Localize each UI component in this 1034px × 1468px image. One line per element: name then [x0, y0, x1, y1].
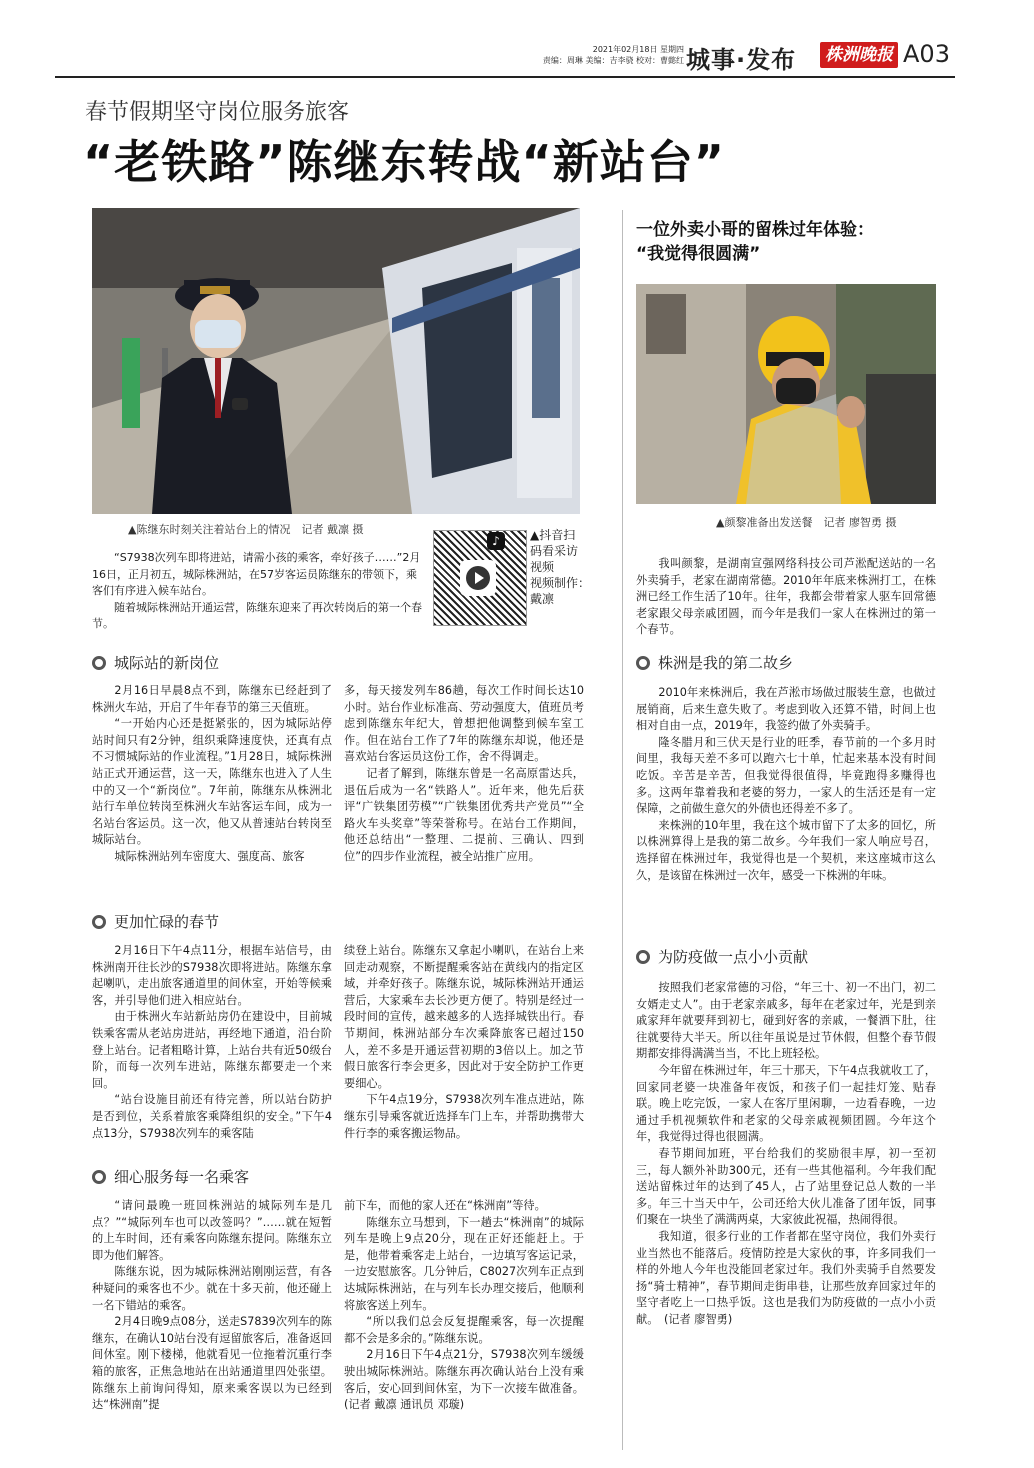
section-heading-2: 更加忙碌的春节: [92, 911, 219, 932]
bullet-icon: [92, 656, 106, 670]
tiktok-icon: ♪: [487, 532, 505, 550]
qr-description: ▲抖音扫 码看采访 视频 视频制作： 戴凛: [530, 528, 591, 606]
section-1-right-column: 多，每天接发列车86趟，每次工作时间长达10小时。站台作业标准高、劳动强度大，值班员考虑到陈继东年纪大，曾想把他调整到候车室工作。但在站台工作了7年的陈继东却说，他还是喜欢站台客运员这份工作，舍不得调走。 记者了解到，陈继东曾是一名高原雷达兵，退伍后成为一名“铁路人”。近年来，他先后获评“广铁集团劳模”“广铁集团优秀共产党员”“全路火车头奖章”等荣誉称号。在站台工作期间，他还总结出“一整理、二提前、三确认、四到位”的四步作业流程，被全站推广应用。: [344, 684, 584, 863]
section-heading-1: 城际站的新岗位: [92, 652, 219, 673]
side-headline: 一位外卖小哥的留株过年体验： “我觉得很圆满”: [636, 220, 874, 264]
side-section-heading-2: 为防疫做一点小小贡献: [636, 946, 808, 967]
section-3-right-column: 前下车，而他的家人还在“株洲南”等待。 陈继东立马想到，下一趟去“株洲南”的城际列车是晚上9点20分，现在正好还能赶上。于是，他带着乘客走上站台，一边填写客运记录，一边安慰旅客。几分钟后，C8027次列车正点到达城际株洲站，在与列车长办理交接后，他顺利将旅客送上列车。 “所以我们总会反复提醒乘客，每一次提醒都不会是多余的。”陈继东说。 2月16日下午4点21分，S7938次列车缓缓驶出城际株洲站。陈继东再次确认站台上没有乘客后，安心回到间休室，为下一次接车做准备。(记者 戴凛 通讯员 邓璇): [344, 1199, 584, 1412]
bullet-icon: [636, 950, 650, 964]
issue-date: 2021年02月18日 星期四: [592, 45, 684, 54]
bullet-icon: [636, 656, 650, 670]
main-subhead: 春节假期坚守岗位服务旅客: [85, 100, 350, 125]
section-title: 城事·发布: [686, 46, 797, 74]
main-headline: “老铁路”陈继东转战“新站台”: [83, 135, 725, 189]
staff-credits: 责编：周琳 美编：吉李骁 校对：曹懿红: [542, 56, 684, 65]
section-2-left-column: 2月16日下午4点11分，根据车站信号，由株洲南开往长沙的S7938次即将进站。陈继东拿起喇叭，走出旅客通道里的间休室，开始等候乘客，并引导他们进入相应站台。 由于株洲火车站新站房仍在建设中，目前城铁乘客需从老站房进站，再经地下通道，沿台阶登上站台。记者粗略计算，上站台共有近50级台阶，而每一次列车进站，陈继东都要走一个来回。 “站台设施目前还有待完善，所以站台防护是否到位，关系着旅客乘降组织的安全。”下午4点13分，S7938次列车的乘客陆: [92, 944, 332, 1140]
side-photo-caption: ▲颜黎准备出发送餐 记者 廖智勇 摄: [716, 516, 897, 529]
section-3-left-column: “请问最晚一班回株洲站的城际列车是几点？”“城际列车也可以改签吗？”……就在短暂的上车时间，还有乘客向陈继东提问。陈继东立即为他们解答。 陈继东说，因为城际株洲站刚刚运营，有各种疑问的乘客也不少。就在十多天前，他还碰上一名下错站的乘客。 2月4日晚9点08分，送走S7839次列车的陈继东，在确认10站台没有逗留旅客后，准备返回间休室。刚下楼梯，他就看见一位拖着沉重行李箱的旅客，正焦急地站在出站通道里四处张望。陈继东上前询问得知，原来乘客误以为已经到达“株洲南”提: [92, 1199, 332, 1412]
bullet-icon: [92, 915, 106, 929]
page-number: A03: [903, 40, 950, 68]
newspaper-logo: 株洲晚报: [820, 42, 898, 68]
header-rule: [55, 76, 955, 78]
side-section-1-text: 2010年来株洲后，我在芦淞市场做过服装生意，也做过展销商，后来生意失败了。考虑到收入还算不错，时间上也相对自由一点，2019年，我签约做了外卖骑手。 隆冬腊月和三伏天是行业的旺季，春节前的一个多月时间里，我每天差不多可以跑六七十单，忙起来基本没有时间吃饭。辛苦是辛苦，但我觉得很值得，毕竟跑得多赚得也多。这两年靠着我和老婆的努力，一家人的生活还是有一定保障，之前做生意欠的外债也还得差不多了。 来株洲的10年里，我在这个城市留下了太多的回忆，所以株洲算得上是我的第二故乡。今年我们一家人响应号召，选择留在株洲过年，我觉得也是一个契机，来这座城市这么久，是该留在株洲过一次年，感受一下株洲的年味。: [636, 686, 936, 882]
column-divider: [622, 210, 623, 1450]
section-1-left-column: 2月16日早晨8点不到，陈继东已经赶到了株洲火车站，开启了牛年春节的第三天值班。 “一开始内心还是挺紧张的，因为城际站停站时间只有2分钟，组织乘降速度快，还真有点不习惯城际站的作业流程。”1月28日，城际株洲站正式开通运营，这一天，陈继东也进入了人生中的又一个“新岗位”。7年前，陈继东从株洲北站行车单位转岗至株洲火车站客运车间，成为一名站台客运员。这一次，他又从普速站台转岗至城际站台。 城际株洲站列车密度大、强度高、旅客: [92, 684, 332, 863]
section-2-right-column: 续登上站台。陈继东又拿起小喇叭，在站台上来回走动观察，不断提醒乘客站在黄线内的指定区域，并牵好孩子。陈继东说，城际株洲站开通运营后，大家乘车去长沙更方便了。特别是经过一段时间的宣传，越来越多的人选择城铁出行。春节期间，株洲站部分车次乘降旅客已超过150人，差不多是开通运营初期的3倍以上。加之节假日旅客行李会更多，因此对于安全防护工作更要细心。 下午4点19分，S7938次列车准点进站，陈继东引导乘客就近选择车门上车，并帮助携带大件行李的乘客搬运物品。: [344, 944, 584, 1140]
side-intro: 我叫颜黎，是湖南宣强网络科技公司芦淞配送站的一名外卖骑手，老家在湖南常德。2010年年底来株洲打工，在株洲已经工作生活了10年。往年，我都会带着家人驱车回常德老家跟父母亲戚团圆，而今年是我们一家人在株洲过的第一个春节。: [636, 557, 936, 637]
side-section-2-text: 按照我们老家常德的习俗，“年三十、初一不出门，初二女婿走丈人”。由于老家亲戚多，每年在老家过年，光是到亲戚家拜年就要拜到初七，碰到好客的亲戚，一餐酒下肚，往往就要待大半天。所以往年虽说是过节休假，但整个春节假期都安排得满满当当，不比上班轻松。 今年留在株洲过年，年三十那天，下午4点我就收工了，回家同老婆一块准备年夜饭，和孩子们一起挂灯笼、贴春联。晚上吃完饭，一家人在客厅里闲聊，一边看春晚，一边通过手机视频软件和老家的父母亲戚视频团圆。今年这个年，我觉得过得也很圆满。 春节期间加班，平台给我们的奖励很丰厚，初一至初三，每人额外补助300元，还有一些其他福利。今年我们配送站留株过年的达到了45人，占了站里登记总人数的一半多。年三十当天中午，公司还给大伙儿准备了团年饭，同事们聚在一块坐了满满两桌，大家彼此祝福，热闹得很。 我知道，很多行业的工作者都在坚守岗位，我们外卖行业当然也不能落后。疫情防控是大家伙的事，许多同我们一样的外地人今年也没能回老家过年。我们外卖骑手自然要发扬“骑士精神”，春节期间走街串巷，让那些放弃回家过年的坚守者吃上一口热乎饭。这也是我们为防疫做的一点小小贡献。 (记者 廖智勇): [636, 981, 936, 1326]
issue-meta: [470, 44, 684, 66]
courier-photo: [636, 284, 936, 504]
station-photo: [92, 208, 580, 514]
main-lead: “S7938次列车即将进站，请需小孩的乘客，牵好孩子……”2月16日，正月初五，城际株洲站，在57岁客运员陈继东的带领下，乘客们有序进入候车站台。 随着城际株洲站开通运营，陈继东迎来了再次转岗后的第一个春节。: [92, 551, 422, 630]
main-photo-caption: ▲陈继东时刻关注着站台上的情况 记者 戴凛 摄: [128, 523, 364, 536]
section-heading-3: 细心服务每一名乘客: [92, 1166, 249, 1187]
side-section-heading-1: 株洲是我的第二故乡: [636, 652, 793, 673]
play-icon: [466, 566, 490, 590]
bullet-icon: [92, 1170, 106, 1184]
